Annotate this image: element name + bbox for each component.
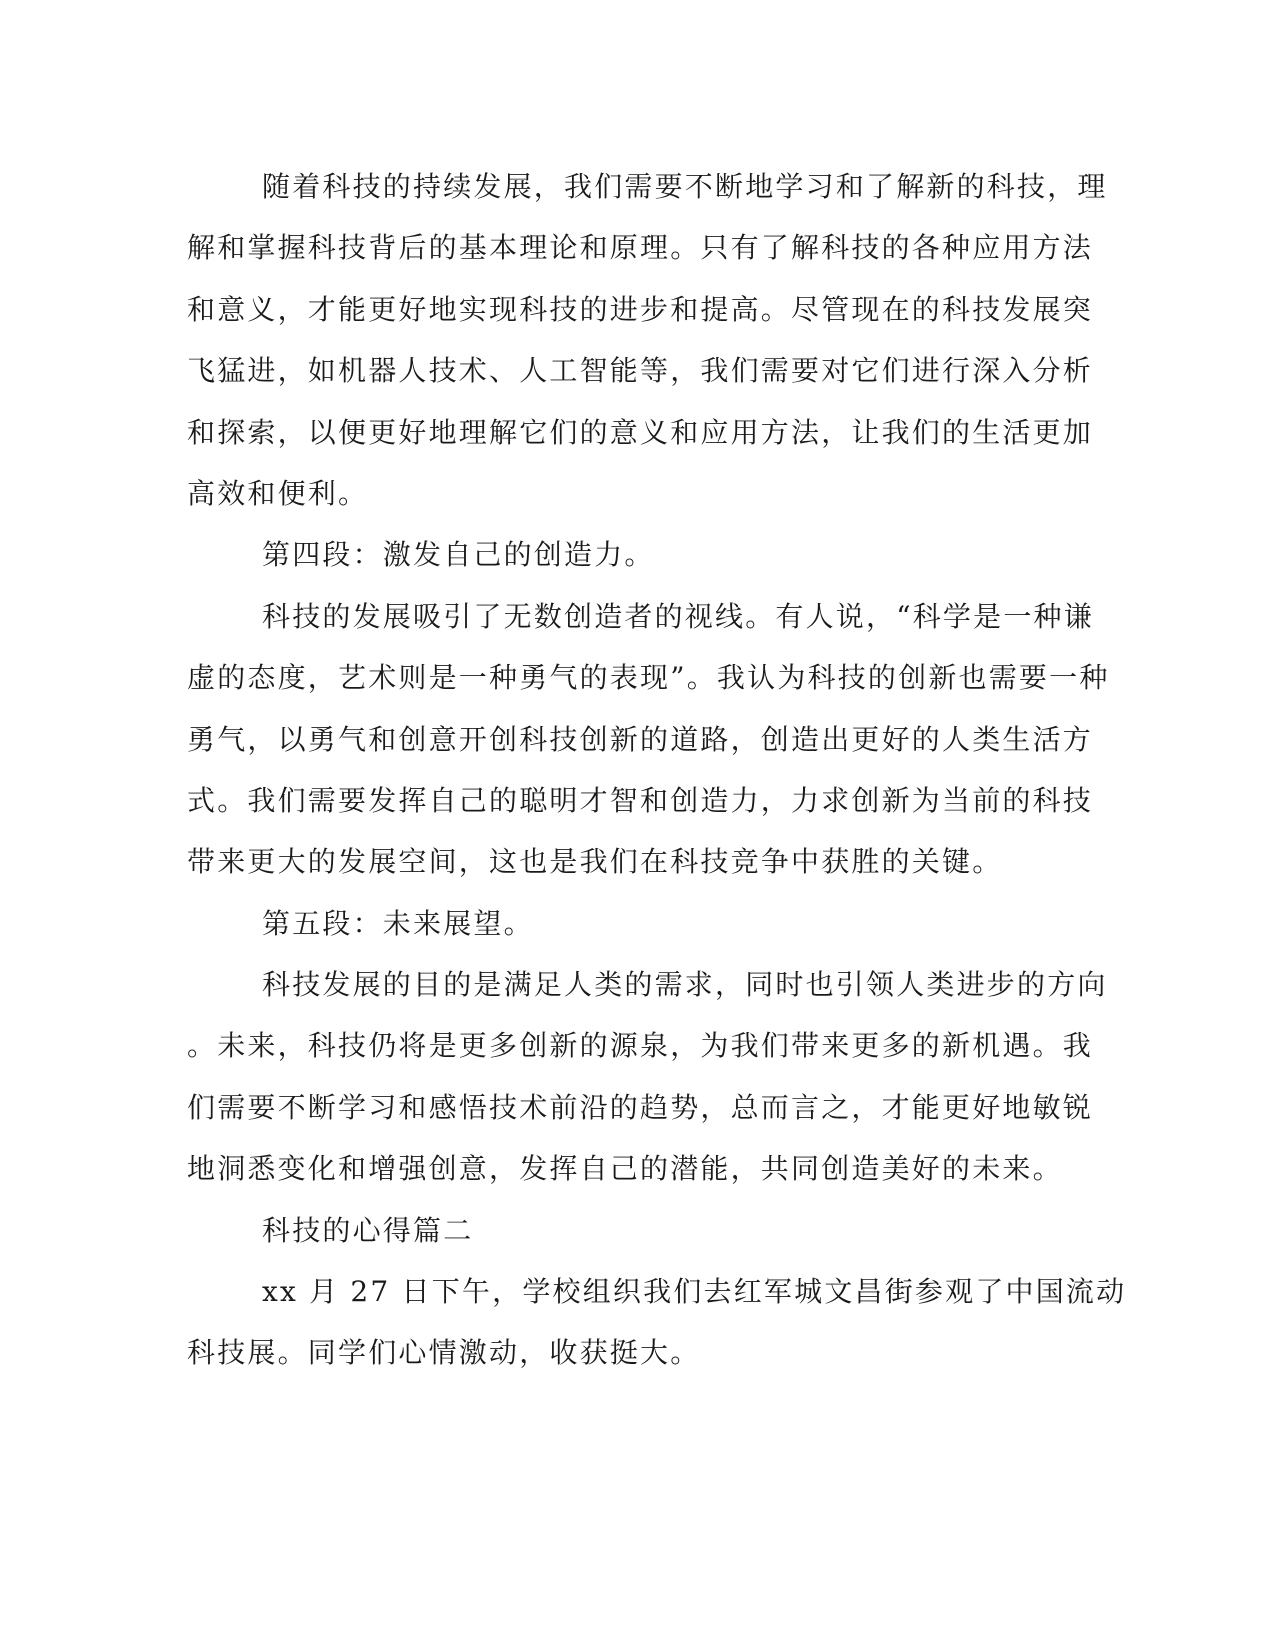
text-line: 带来更大的发展空间，这也是我们在科技竞争中获胜的关键。 (187, 845, 1003, 879)
text-line: 随着科技的持续发展，我们需要不断地学习和了解新的科技，理 (262, 170, 1108, 203)
text-line: 。未来，科技仍将是更多创新的源泉，为我们带来更多的新机遇。我 (187, 1029, 1094, 1063)
text-line: 勇气，以勇气和创意开创科技创新的道路，创造出更好的人类生活方 (187, 722, 1094, 756)
text-line: xx 月 27 日下午，学校组织我们去红军城文昌街参观了中国流动 (262, 1275, 1127, 1309)
document-body (187, 156, 1127, 1384)
text-line: 高效和便利。 (187, 476, 369, 510)
text-line: 科技发展的目的是满足人类的需求，同时也引领人类进步的方向 (262, 968, 1108, 1002)
text-line: 们需要不断学习和感悟技术前沿的趋势，总而言之，才能更好地敏锐 (187, 1090, 1094, 1124)
section-heading: 第五段：未来展望。 (262, 906, 534, 940)
text-line: 和意义，才能更好地实现科技的进步和提高。尽管现在的科技发展突 (187, 292, 1094, 326)
text-line: 式。我们需要发挥自己的聪明才智和创造力，力求创新为当前的科技 (187, 783, 1094, 817)
text-line: 科技的发展吸引了无数创造者的视线。有人说，“科学是一种谦 (262, 599, 1094, 633)
text-line: 解和掌握科技背后的基本理论和原理。只有了解科技的各种应用方法 (187, 231, 1094, 265)
text-line: 科技展。同学们心情激动，收获挺大。 (187, 1336, 701, 1370)
section-heading: 第四段：激发自己的创造力。 (262, 538, 655, 572)
text-line: 地洞悉变化和增强创意，发挥自己的潜能，共同创造美好的未来。 (187, 1152, 1063, 1186)
text-line: 虚的态度，艺术则是一种勇气的表现”。我认为科技的创新也需要一种 (187, 661, 1110, 695)
text-line: 飞猛进，如机器人技术、人工智能等，我们需要对它们进行深入分析 (187, 354, 1094, 388)
text-line: 和探索，以便更好地理解它们的意义和应用方法，让我们的生活更加 (187, 415, 1094, 449)
section-heading: 科技的心得篇二 (262, 1213, 474, 1247)
